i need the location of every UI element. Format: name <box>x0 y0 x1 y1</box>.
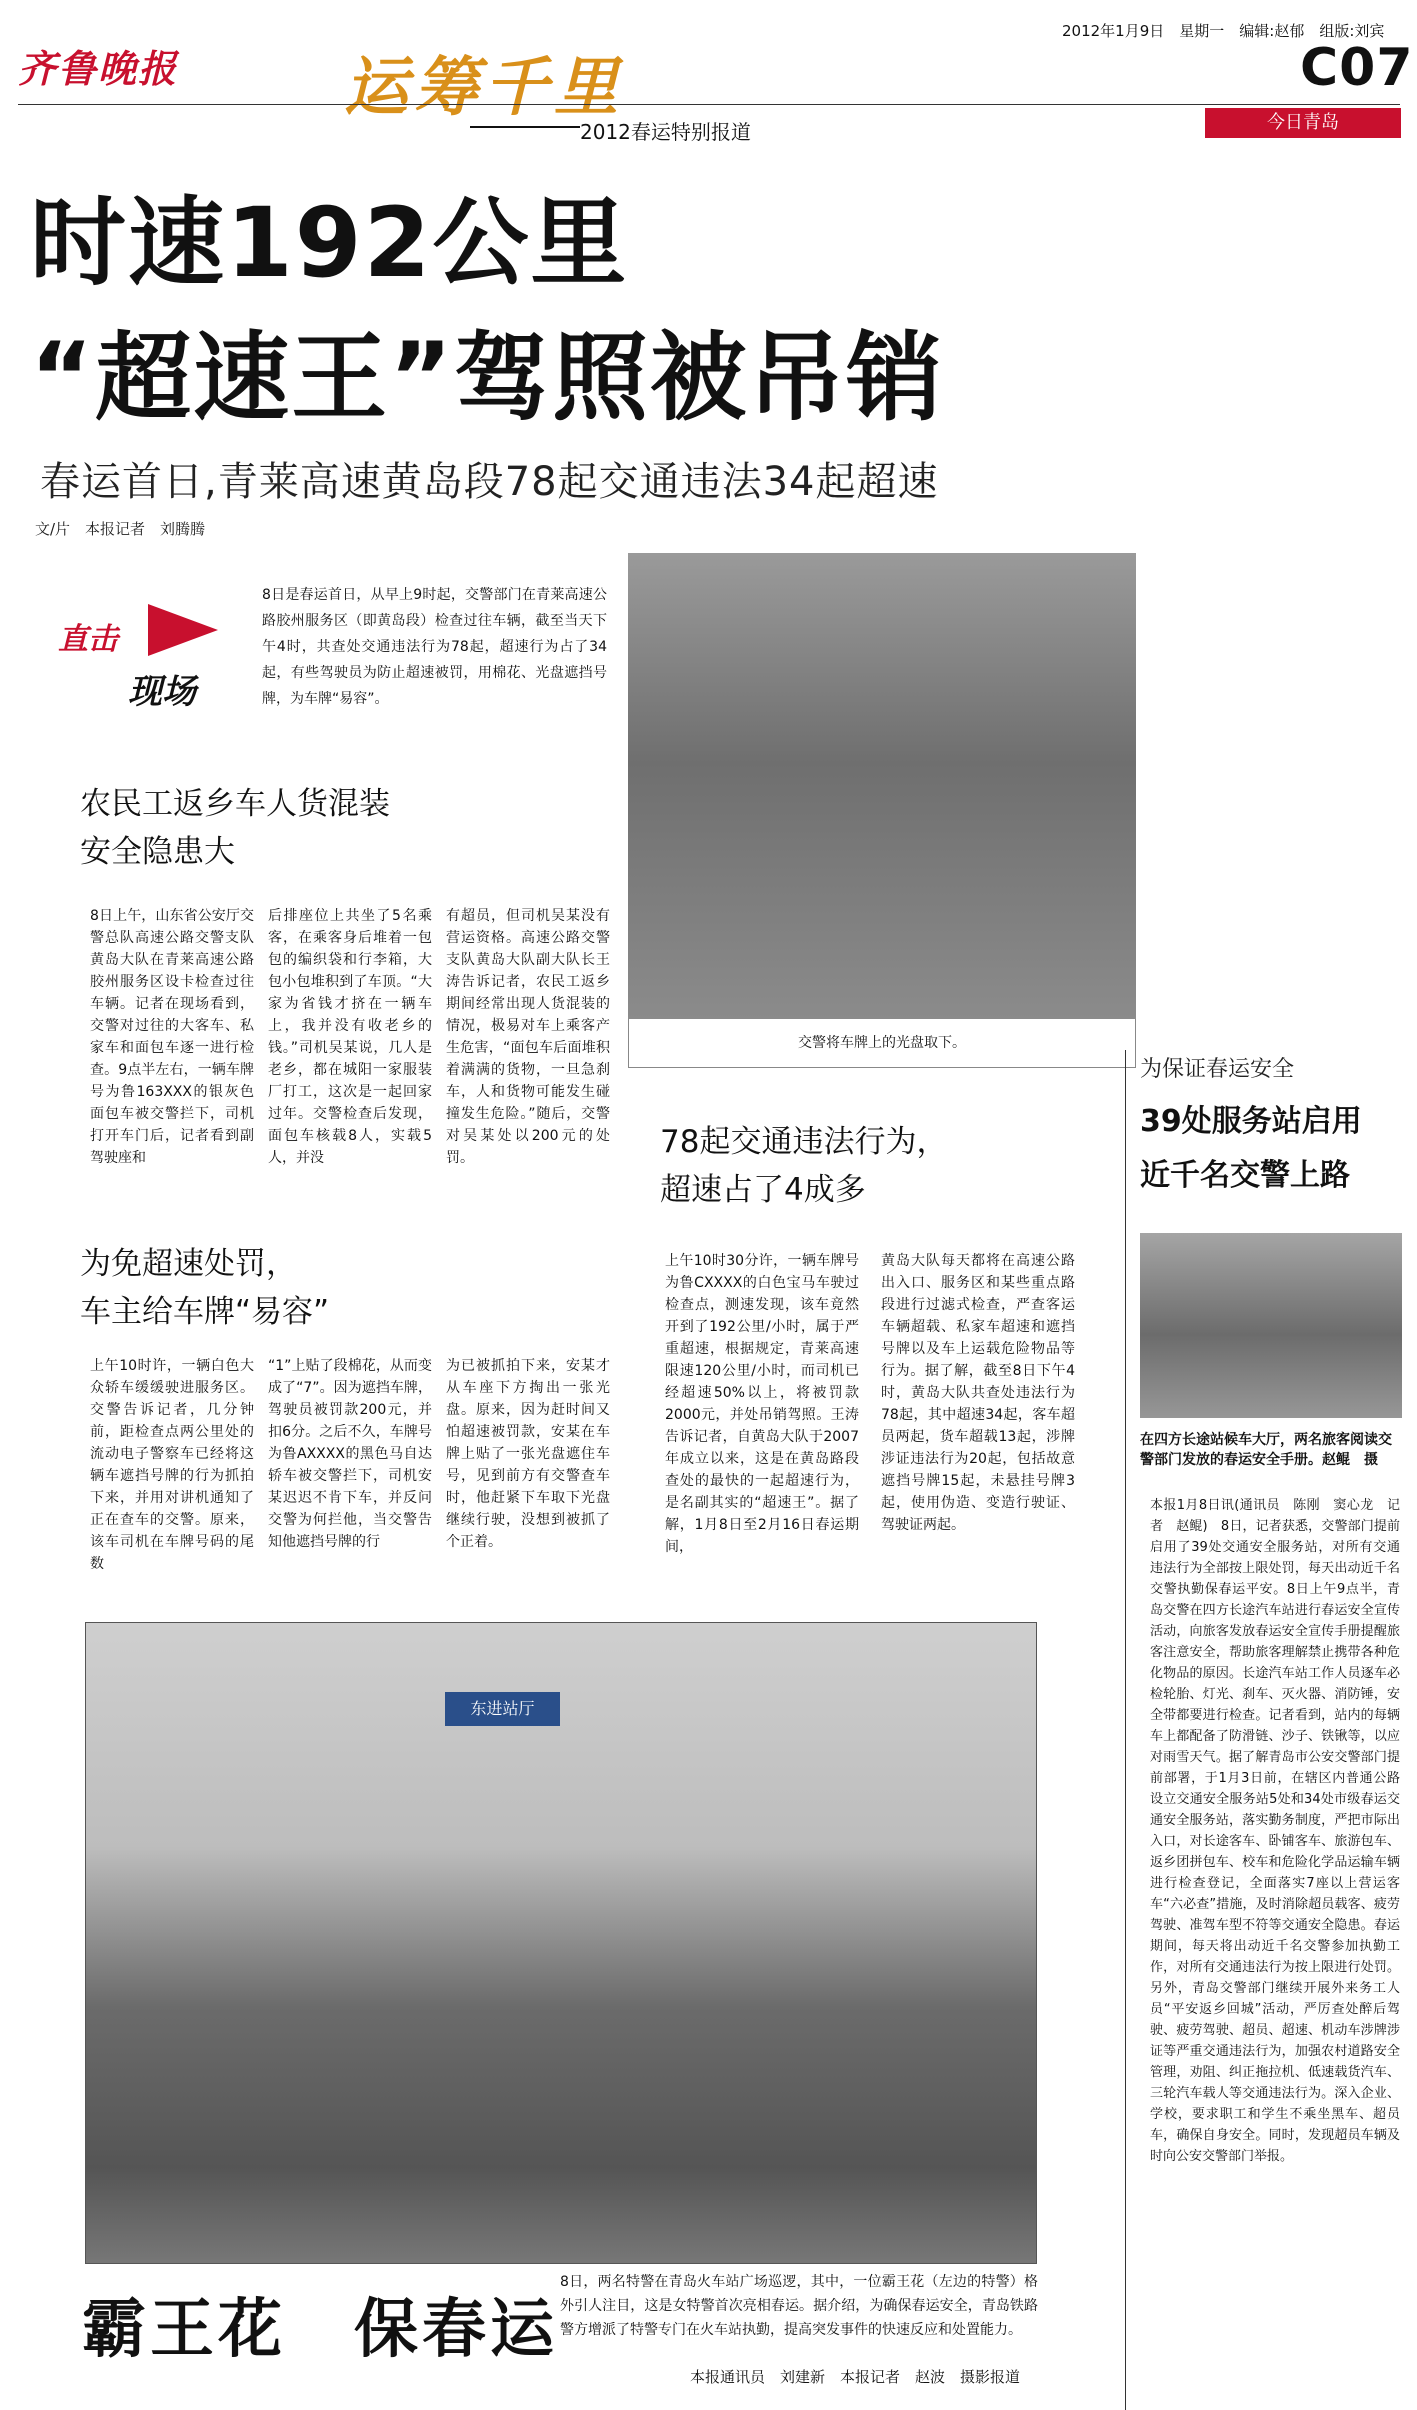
photo3-frame <box>85 1622 1037 2264</box>
story3-col2: 黄岛大队每天都将在高速公路出入口、服务区和某些重点路段进行过滤式检查，严查客运车辆超载、私家车超速和遮挡号牌以及车上运载危险物品等行为。据了解，截至8日下午4时，黄岛大队共查处违法行为78起，其中超速34起，客车超员两起，货车超载13起，涉牌涉证违法行为20起，包括故意遮挡号牌15起，未悬挂号牌3起，使用伪造、变造行驶证、驾驶证两起。 <box>881 1253 1075 1533</box>
story1-col3: 有超员，但司机吴某没有营运资格。高速公路交警支队黄岛大队副大队长王涛告诉记者，农民工返乡期间经常出现人货混装的情况，极易对车上乘客产生危害，“面包车后面堆积着满满的货物，一旦急刹车，人和货物可能发生碰撞发生危险。”随后，交警对吴某处以200元的处罚。 <box>446 908 610 1166</box>
station-sign: 东进站厅 <box>445 1692 560 1726</box>
story1-title <box>80 780 390 876</box>
story2-col3: 为已被抓拍下来，安某才从车座下方掏出一张光盘。原来，因为赶时间又怕超速被罚款，安某在车牌上贴了一张光盘遮住车号，见到前方有交警查车时，他赶紧下车取下光盘继续行驶，没想到被抓了个正着。 <box>446 1358 610 1550</box>
section-tag: 今日青岛 <box>1205 108 1401 138</box>
sidebar-title-line2: 近千名交警上路 <box>1140 1158 1350 1193</box>
story2-body <box>90 1355 612 1575</box>
bottom-story-title: 霸王花 保春运 <box>82 2293 558 2367</box>
bottom-photo-caption: 8日，两名特警在青岛火车站广场巡逻，其中，一位霸王花（左边的特警）格外引人注目，这是女特警首次亮相春运。据介绍，为确保春运安全，青岛铁路警方增派了特警专门在火车站执勤，提高突发事件的快速反应和处置能力。 <box>560 2274 1038 2338</box>
story3-title-line2: 超速占了4成多 <box>660 1172 866 1208</box>
banner-subtitle: 2012春运特别报道 <box>580 120 751 144</box>
sidebar-photo-caption: 在四方长途站候车大厅，两名旅客阅读交警部门发放的春运安全手册。赵鲲 摄 <box>1140 1432 1392 1468</box>
masthead-logo: 齐鲁晚报 <box>18 46 179 91</box>
sidebar-title-line1: 39处服务站启用 <box>1140 1104 1362 1139</box>
photo1-caption: 交警将车牌上的光盘取下。 <box>798 1035 966 1051</box>
byline: 文/片 本报记者 刘腾腾 <box>35 520 206 538</box>
date-editor-line: 2012年1月9日 星期一 编辑:赵郁 组版:刘宾 <box>1062 22 1385 40</box>
main-headline-line1: 时速192公里 <box>30 187 629 299</box>
lede-paragraph: 8日是春运首日，从早上9时起，交警部门在青莱高速公路胶州服务区（即黄岛段）检查过往车辆，截至当天下午4时，共查处交通违法行为78起，超速行为占了34起，有些驾驶员为防止超速被罚，用棉花、光盘遮挡号牌，为车牌“易容”。 <box>262 587 607 707</box>
story2-col1: 上午10时许，一辆白色大众轿车缓缓驶进服务区。交警告诉记者，几分钟前，距检查点两公里处的流动电子警察车已经将这辆车遮挡号牌的行为抓拍下来，并用对讲机通知了正在查车的交警。原来，该车司机在车牌号码的尾数 <box>90 1358 254 1572</box>
story2-title-line2: 车主给车牌“易容” <box>80 1294 330 1330</box>
story1-col1: 8日上午，山东省公安厅交警总队高速公路交警支队黄岛大队在青莱高速公路胶州服务区设卡检查过往车辆。记者在现场看到，交警对过往的大客车、私家车和面包车逐一进行检查。9点半左右，一辆车牌号为鲁163XXX的银灰色面包车被交警拦下，司机打开车门后，记者看到副驾驶座和 <box>90 908 254 1166</box>
arrow-icon <box>148 604 218 656</box>
bottom-photo-credit: 本报通讯员 刘建新 本报记者 赵波 摄影报道 <box>690 2368 1021 2386</box>
special-report-banner <box>330 28 1050 146</box>
badge-text-bottom: 现场 <box>128 672 196 712</box>
story3-title-line1: 78起交通违法行为， <box>660 1124 948 1160</box>
story1-col2: 后排座位上共坐了5名乘客，在乘客身后堆着一包包的编织袋和行李箱，大包小包堆积到了车顶。“大家为省钱才挤在一辆车上，我并没有收老乡的钱。”司机吴某说，几人是老乡，都在城阳一家服装厂打工，这次是一起回家过年。交警检查后发现，面包车核载8人，实载5人，并没 <box>268 908 432 1166</box>
page-number: C07 <box>1300 38 1414 98</box>
story1-title-line1: 农民工返乡车人货混装 <box>80 786 390 822</box>
sidebar-divider <box>1125 1050 1126 2410</box>
main-headline-line2: “超速王”驾照被吊销 <box>30 322 945 434</box>
header-divider <box>18 104 1400 105</box>
story2-title-line1: 为免超速处罚， <box>80 1246 297 1282</box>
sidebar-body: 本报1月8日讯(通讯员 陈刚 窦心龙 记者 赵鲲) 8日，记者获悉，交警部门提前启用了39处交通安全服务站，对所有交通违法行为全部按上限处罚，每天出动近千名交警执勤保春运平安。8日上午9点半，青岛交警在四方长途汽车站进行春运安全宣传活动，向旅客发放春运安全宣传手册提醒旅客注意安全，帮助旅客理解禁止携带各种危化物品的原因。长途汽车站工作人员逐车必检轮胎、灯光、刹车、灭火器、消防锤，安全带都要进行检查。记者看到，站内的每辆车上都配备了防滑链、沙子、铁锹等，以应对雨雪天气。据了解青岛市公安交警部门提前部署，于1月3日前，在辖区内普通公路设立交通安全服务站5处和34处市级春运交通安全服务站，落实勤务制度，严把市际出入口，对长途客车、卧铺客车、旅游包车、返乡团拼包车、校车和危险化学品运输车辆进行检查登记，全面落实7座以上营运客车“六必查”措施，及时消除超员载客、疲劳驾驶、准驾车型不符等交通安全隐患。春运期间，每天将出动近千名交警参加执勤工作，对所有交通违法行为按上限进行处罚。另外，青岛交警部门继续开展外来务工人员“平安返乡回城”活动，严厉查处醉后驾驶、疲劳驾驶、超员、超速、机动车涉牌涉证等严重交通违法行为，加强农村道路安全管理，劝阻、纠正拖拉机、低速载货汽车、三轮汽车载人等交通违法行为。深入企业、学校，要求职工和学生不乘坐黑车、超员车，确保自身安全。同时，发现超员车辆及时向公安交警部门举报。 <box>1150 1498 1400 2164</box>
badge-text-top: 直击 <box>58 622 118 657</box>
photo-police-removing-disc <box>628 553 1136 1019</box>
story3-title <box>660 1118 947 1214</box>
story2-col2: “1”上贴了段棉花，从而变成了“7”。因为遮挡车牌，驾驶员被罚款200元，并扣6分。之后不久，车牌号为鲁AXXXX的黑色马自达轿车被交警拦下，司机安某迟迟不肯下车，并反问交警为何拦他，当交警告知他遮挡号牌的行 <box>268 1358 432 1550</box>
sidebar-title <box>1140 1095 1362 1203</box>
photo-passengers-reading <box>1140 1233 1402 1418</box>
story1-title-line2: 安全隐患大 <box>80 834 235 870</box>
sidebar-kicker: 为保证春运安全 <box>1140 1057 1295 1082</box>
story3-body <box>665 1250 1075 1558</box>
banner-rule <box>470 126 580 128</box>
story2-title <box>80 1240 329 1336</box>
subheadline: 春运首日,青莱高速黄岛段78起交通违法34起超速 <box>40 459 939 505</box>
story1-body <box>90 905 612 1169</box>
banner-title: 运筹千里 <box>344 50 624 125</box>
live-report-badge <box>48 594 253 728</box>
story3-col1: 上午10时30分许，一辆车牌号为鲁CXXXX的白色宝马车驶过检查点，测速发现，该车竟然开到了192公里/小时，属于严重超速，根据规定，青莱高速限速120公里/小时，而司机已经超速50%以上，将被罚款2000元，并处吊销驾照。王涛告诉记者，自黄岛大队于2007年成立以来，这是在黄岛路段查处的最快的一起超速行为，是名副其实的“超速王”。据了解，1月8日至2月16日春运期间， <box>665 1253 859 1555</box>
